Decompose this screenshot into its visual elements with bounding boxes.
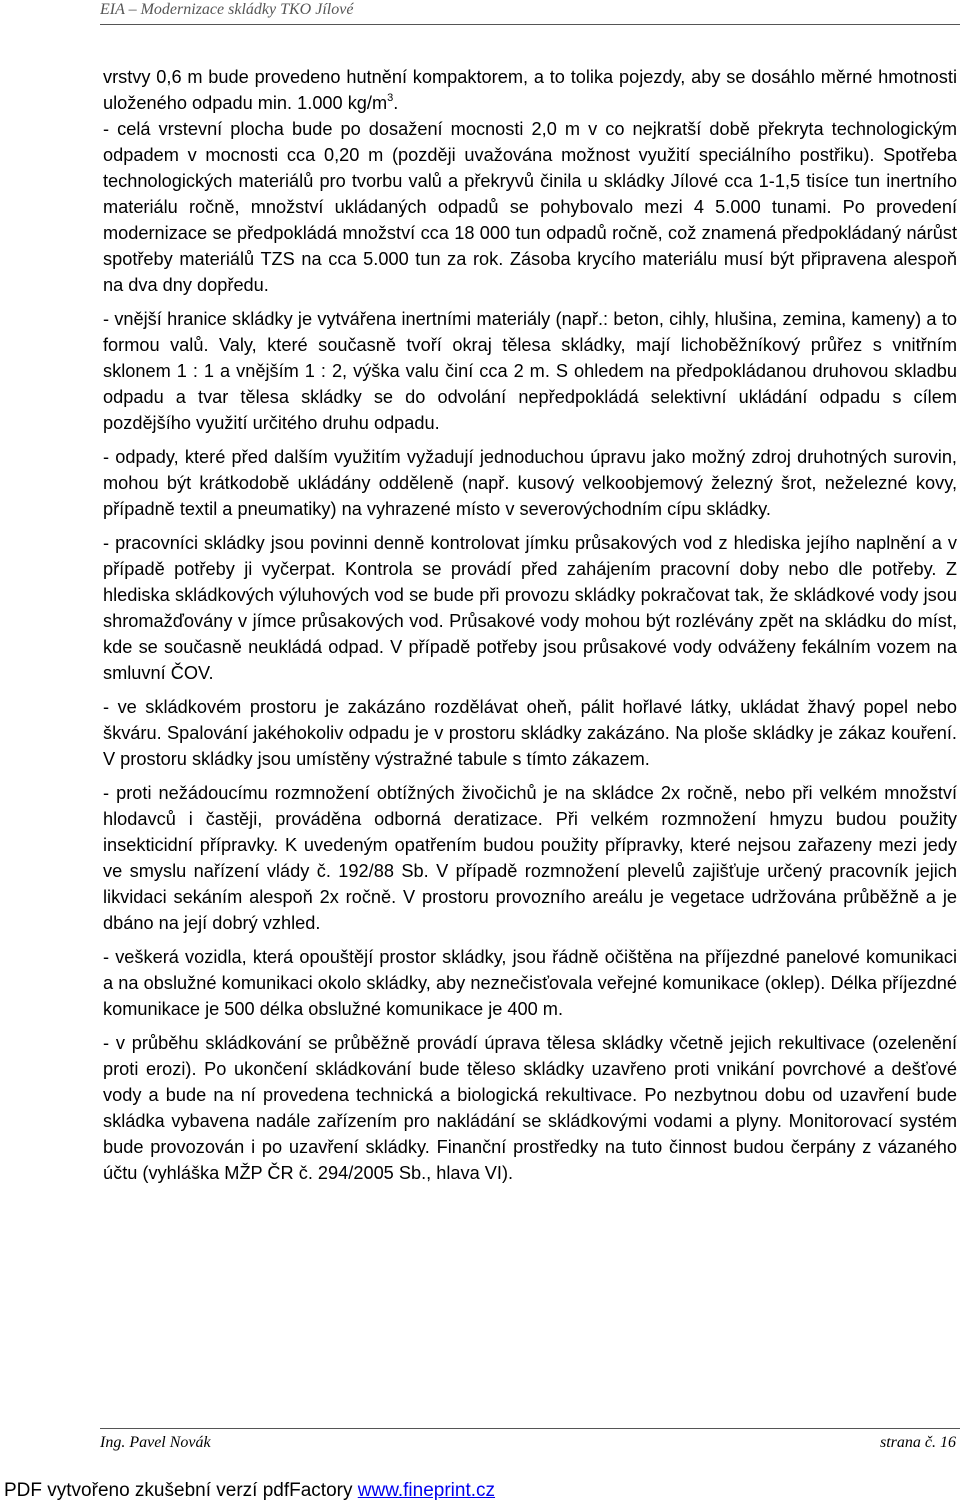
paragraph-7: - veškerá vozidla, která opouštějí prostor skládky, jsou řádně očištěna na příjezdné panelové komunikaci a na obslužné komunikaci okolo skládky, aby neznečisťovala veřejné komunikace (oklep). Délka příjezdné komunikace je 500 délka obslužné komunikace je 400 m. [103, 947, 957, 1019]
paragraph-5: - ve skládkovém prostoru je zakázáno rozdělávat oheň, pálit hořlavé látky, ukládat žhavý popel nebo škváru. Spalování jakéhokoliv odpadu je v prostoru skládky zakázáno. Na ploše skládky je zákaz kouření. V prostoru skládky jsou umístěny výstražné tabule s tímto zákazem. [103, 697, 957, 769]
footer-divider [100, 1428, 960, 1429]
fineprint-link[interactable]: www.fineprint.cz [357, 1480, 496, 1501]
paragraph-1: - celá vrstevní plocha bude po dosažení mocnosti 2,0 m v co nejkratší době překryta technologickým odpadem v mocnosti cca 0,20 m (později uvažována možnost využití speciálního postřiku). Spotřeba technologických materiálů pro tvorbu valů a překryvů činila u skládky Jílové cca 1-1,5 tisíce tun inertního materiálu ročně, množství ukládaných odpadů se pohybovalo mezi 4 5.000 tunami. Po provedení modernizace se předpokládá množství cca 18 000 tun odpadů ročně, což znamená předpokládaný nárůst spotřeby materiálů TZS na cca 5.000 tun za rok. Zásoba krycího materiálu musí být připravena alespoň na dva dny dopředu. [103, 119, 957, 295]
header-title: EIA – Modernizace skládky TKO Jílové [100, 1, 354, 18]
footer-page-number: strana č. 16 [880, 1434, 956, 1451]
pdf-trial-banner [4, 1478, 956, 1504]
paragraph-4: - pracovníci skládky jsou povinni denně kontrolovat jímku průsakových vod z hlediska jejího naplnění a v případě potřeby ji vyčerpat. Kontrola se provádí před zahájením pracovní doby nebo dle potřeby. Z hlediska skládkových výluhových vod se bude při provozu skládky pokračovat tak, že skládkové vody jsou shromažďovány v jímce průsakových vod. Průsakové vody mohou být rozlévány zpět na skládku do míst, kde se současně neukládá odpad. V případě potřeby jsou průsakové vody odváženy fekálním vozem na smluvní ČOV. [103, 533, 957, 683]
document-body [103, 64, 957, 1194]
paragraph-2: - vnější hranice skládky je vytvářena inertními materiály (např.: beton, cihly, hlušina, zemina, kameny) a to formou valů. Valy, které současně tvoří okraj tělesa skládky, mají lichoběžníkový průřez s vnitřním sklonem 1 : 1 a vnějším 1 : 2, výška valu činí cca 2 m. S ohledem na předpokládanou druhovou skladbu odpadu a tvar tělesa skládky se do odvolání nepředpokládá selektivní ukládání odpadu s cílem pozdějšího využití určitého druhu odpadu. [103, 309, 957, 433]
paragraph-0-end: . [393, 93, 399, 113]
header-divider [100, 24, 960, 25]
paragraph-0-text: vrstvy 0,6 m bude provedeno hutnění kompaktorem, a to tolika pojezdy, aby se dosáhlo měrné hmotnosti uloženého odpadu min. 1.000 kg/m [103, 67, 957, 113]
paragraph-6: - proti nežádoucímu rozmnožení obtížných živočichů je na skládce 2x ročně, nebo při velkém množství hlodavců i častěji, prováděna odborná deratizace. Při velkém rozmnožení hmyzu budou použity insekticidní přípravky. K uvedeným opatřením budou použity přípravky, které nejsou zařazeny mezi jedy ve smyslu nařízení vlády č. 192/88 Sb. V případě rozmnožení plevelů zajišťuje určený pracovník jejich likvidaci sekáním alespoň 2x ročně. V prostoru provozního areálu je vegetace udržována průběžně a je dbáno na její dobrý vzhled. [103, 783, 957, 933]
page-header [100, 0, 960, 26]
paragraph-3: - odpady, které před dalším využitím vyžadují jednoduchou úpravu jako možný zdroj druhotných surovin, mohou být krátkodobě ukládány odděleně (např. kusový velkoobjemový železný šrot, neželezné kovy, případně textil a pneumatiky) na vyhrazené místo v severovýchodním cípu skládky. [103, 447, 957, 519]
paragraph-0 [103, 64, 957, 116]
footer-author: Ing. Pavel Novák [100, 1434, 211, 1451]
paragraph-8: - v průběhu skládkování se průběžně provádí úprava tělesa skládky včetně jejich rekultivace (ozelenění proti erozi). Po ukončení skládkování bude těleso skládky uzavřeno proti vnikání povrchové a dešťové vody a bude na ní provedena technická a biologická rekultivace. Po nezbytnou dobu od uzavření bude skládka vybavena nadále zařízením pro nakládání se skládkovými vodami a plyny. Monitorovací systém bude provozován i po uzavření skládky. Finanční prostředky na tuto činnost budou čerpány z vázaného účtu (vyhláška MŽP ČR č. 294/2005 Sb., hlava VI). [103, 1033, 957, 1183]
banner-text: PDF vytvořeno zkušební verzí pdfFactory [4, 1480, 358, 1501]
superscript-3: 3 [387, 92, 394, 104]
